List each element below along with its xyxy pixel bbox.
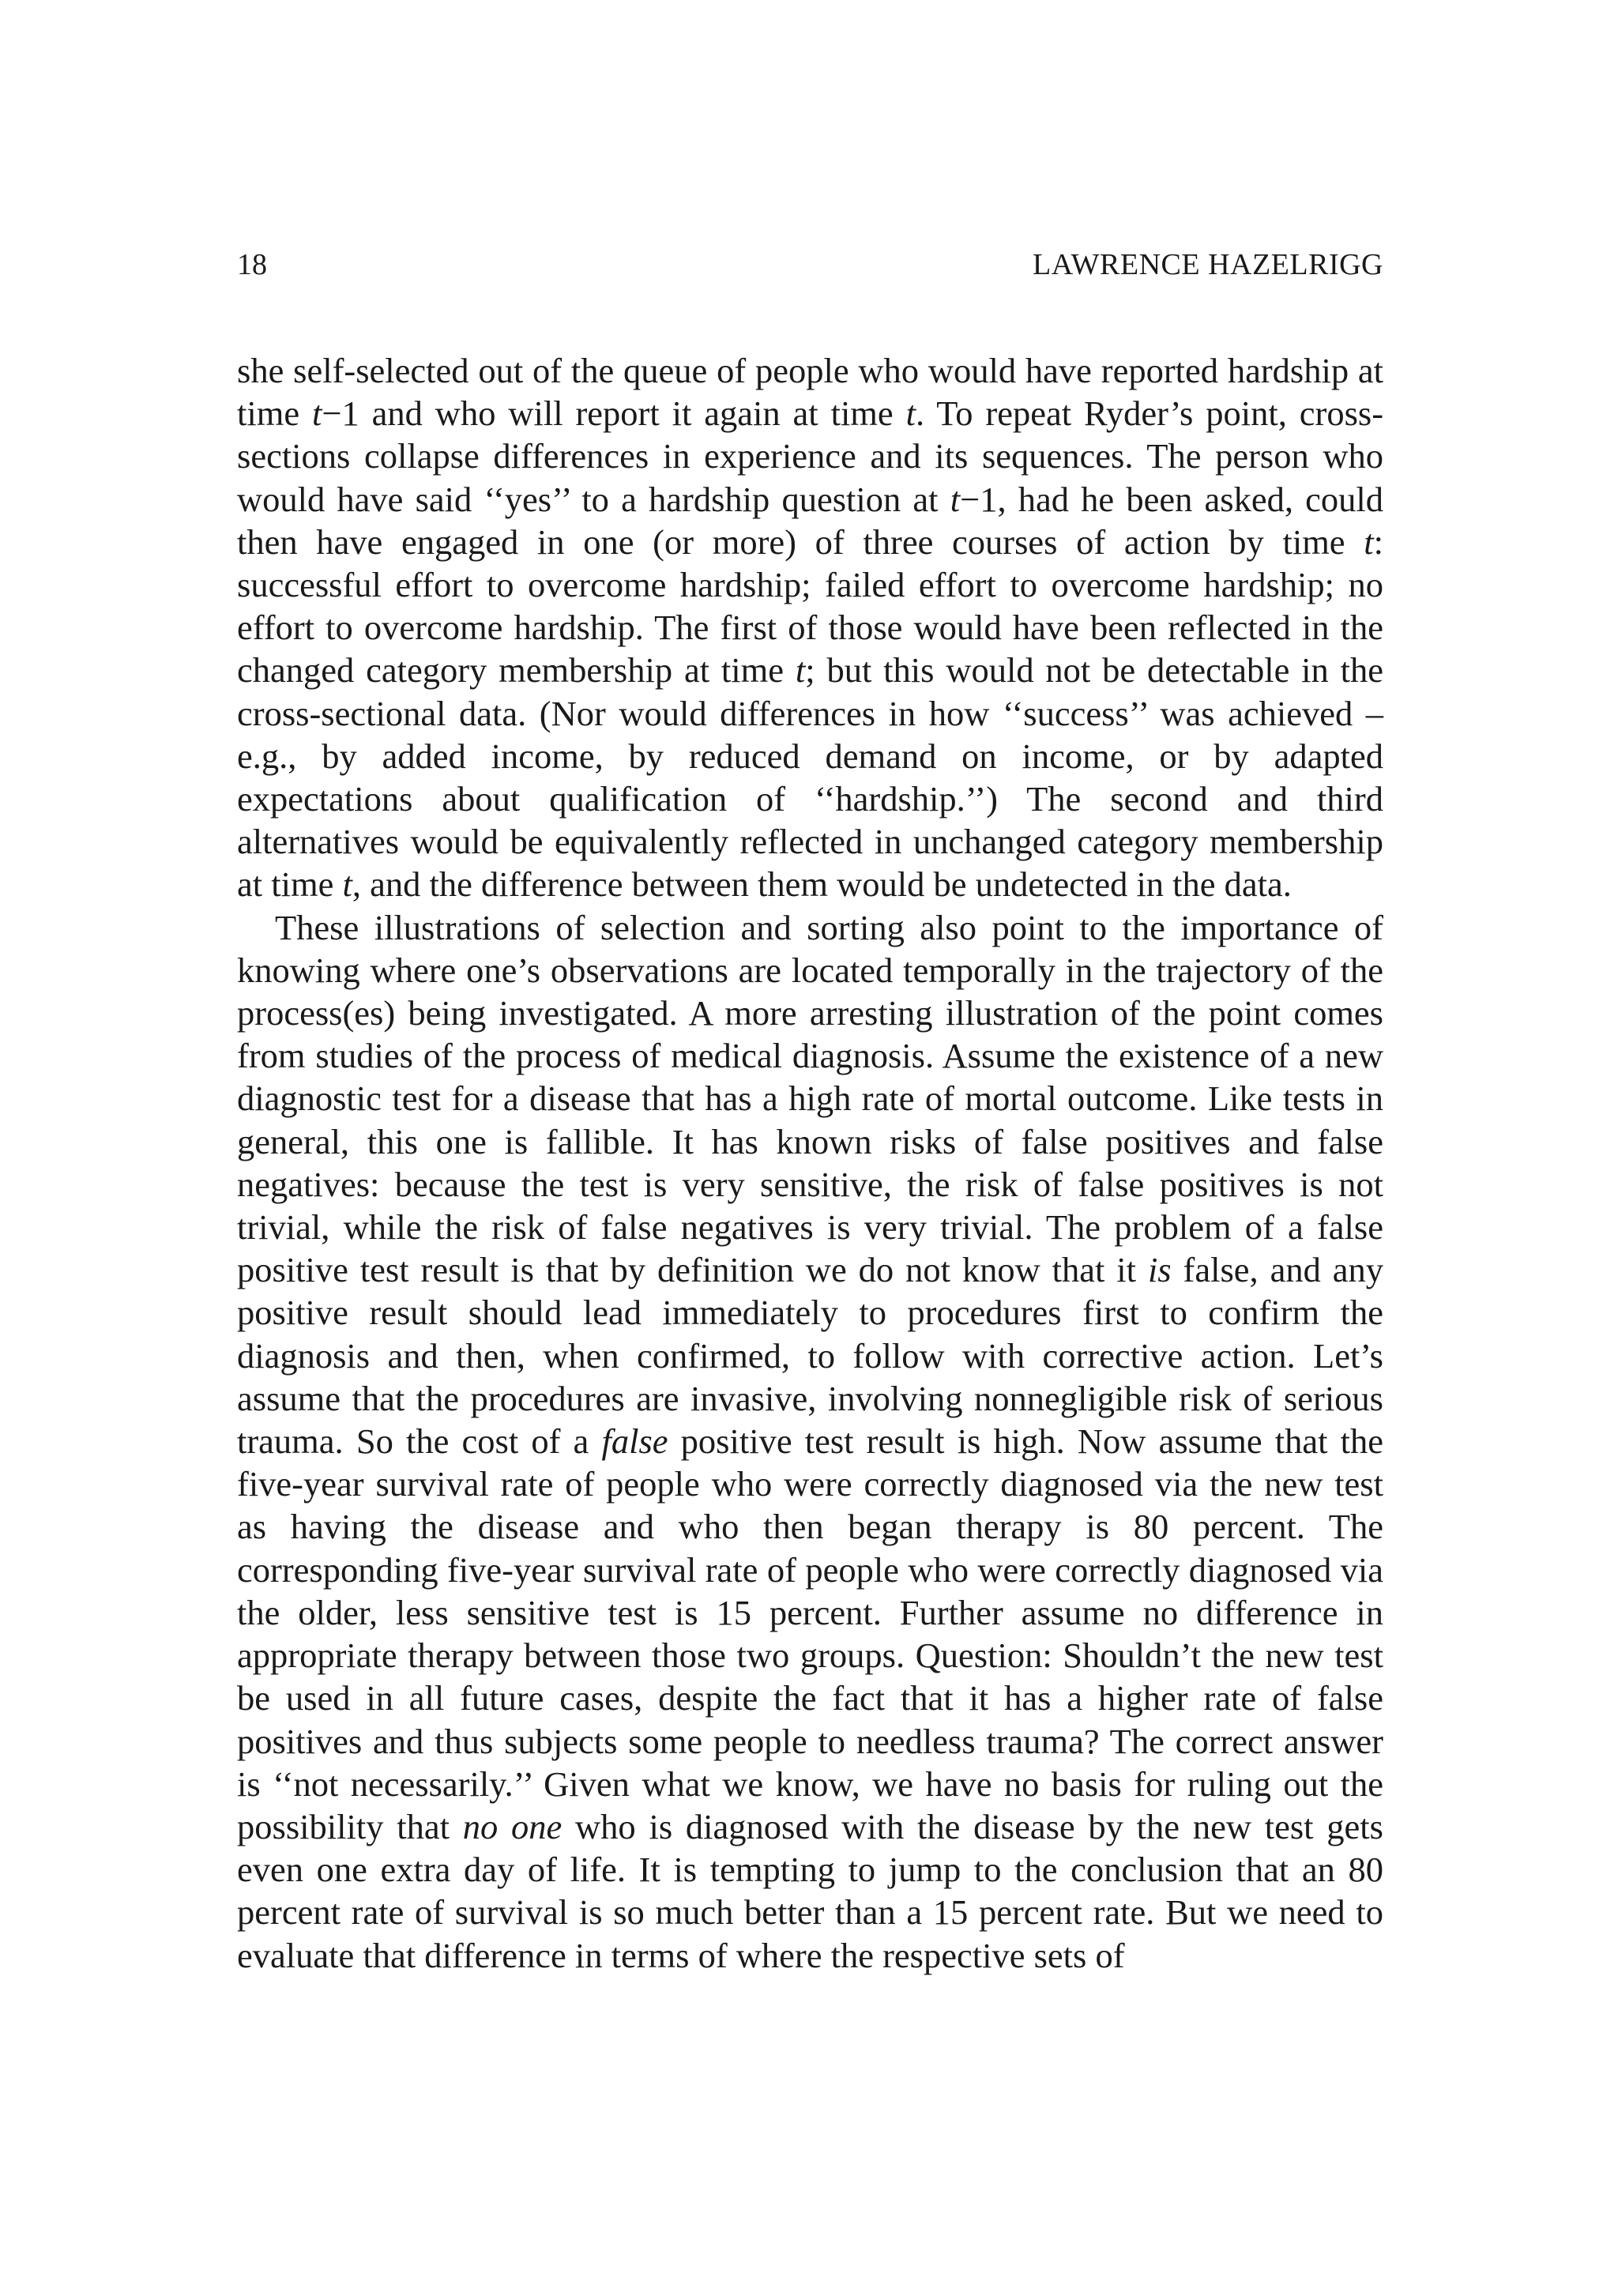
paragraph-continued bbox=[237, 349, 1383, 906]
italic-run: t bbox=[795, 650, 806, 691]
text-run: −1, had he been asked, could then have engaged in one (or more) of three courses of action by time bbox=[237, 479, 1383, 562]
text-run: positive test result is high. Now assume that the five-year survival rate of people who were correctly diagnosed via the new test as having the disease and who then began therapy is 80 percent. The corresponding five-year survival rate of people who were correctly diagnosed via the older, less sensitive test is 15 percent. Further assume no difference in appropriate therapy between those two groups. Question: Shouldn’t the new test be used in all future cases, despite the fact that it has a higher rate of false positives and thus subjects some people to needless trauma? The correct answer is ‘‘not necessarily.’’ Given what we know, we have no basis for ruling out the possibility that bbox=[237, 1421, 1384, 1846]
text-run: ; but this would not be detectable in the cross-sectional data. (Nor would differences in how ‘‘success’’ was achieved – e.g., by added income, by reduced demand on income, or by adapted expectations about qualification of ‘‘hardship.’’) The second and third alternatives would be equivalently reflected in unchanged category membership at time bbox=[237, 650, 1383, 905]
running-title: LAWRENCE HAZELRIGG bbox=[1033, 248, 1383, 281]
paragraph-medical-diagnosis bbox=[237, 906, 1383, 1977]
text-run: she self-selected out of the queue of people who would have reported hardship at time bbox=[237, 351, 1383, 434]
page-number: 18 bbox=[237, 248, 267, 281]
running-head bbox=[237, 245, 1383, 284]
text-run: , and the difference between them would be undetected in the data. bbox=[352, 864, 1292, 905]
italic-run: t bbox=[1364, 521, 1374, 562]
text-run: who is diagnosed with the disease by the new test gets even one extra day of life. It is tempting to jump to the conclusion that an 80 percent rate of survival is so much better than a 15 percent rate. But we need to evaluate that difference in terms of where the respective sets of bbox=[237, 1806, 1383, 1975]
text-run: −1 and who will report it again at time bbox=[322, 393, 906, 434]
italic-run: t bbox=[342, 864, 352, 905]
text-run: false, and any positive result should lead immediately to procedures first to confirm the diagnosis and then, when confirmed, to follow with corrective action. Let’s assume that the procedures are invasive, involving nonnegligible risk of serious trauma. So the cost of a bbox=[237, 1250, 1383, 1462]
italic-run: t bbox=[312, 393, 322, 434]
italic-run: false bbox=[601, 1421, 668, 1462]
italic-run: t bbox=[905, 393, 916, 434]
italic-run: no one bbox=[462, 1806, 563, 1846]
text-run: . To repeat Ryder’s point, cross-sections collapse differences in experience and its sequences. The person who would have said ‘‘yes’’ to a hardship question at bbox=[237, 393, 1384, 519]
italic-run: is bbox=[1147, 1250, 1172, 1290]
text-run: : successful effort to overcome hardship; failed effort to overcome hardship; no effort to overcome hardship. The first of those would have been reflected in the changed category membership at time bbox=[237, 521, 1383, 691]
body-text bbox=[237, 349, 1383, 1977]
text-run: These illustrations of selection and sorting also point to the importance of knowing where one’s observations are located temporally in the trajectory of the process(es) being investigated. A more arresting illustration of the point comes from studies of the process of medical diagnosis. Assume the existence of a new diagnostic test for a disease that has a high rate of mortal outcome. Like tests in general, this one is fallible. It has known risks of false positives and false negatives: because the test is very sensitive, the risk of false positives is not trivial, while the risk of false negatives is very trivial. The problem of a false positive test result is that by definition we do not know that it bbox=[237, 907, 1383, 1290]
italic-run: t bbox=[950, 479, 961, 519]
